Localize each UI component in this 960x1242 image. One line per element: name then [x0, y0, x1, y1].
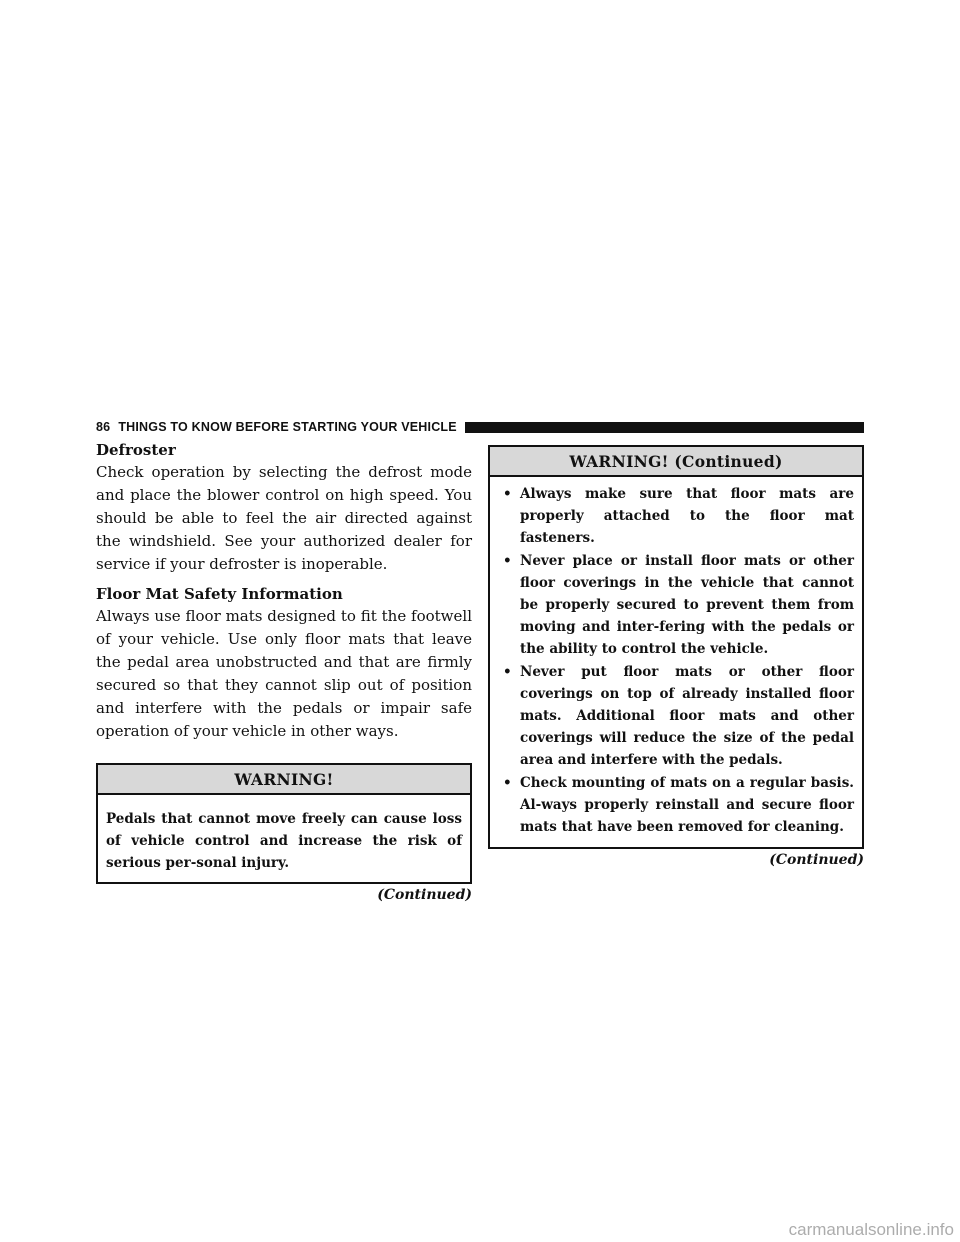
chapter-title: THINGS TO KNOW BEFORE STARTING YOUR VEHICLE [118, 420, 457, 434]
defroster-paragraph: Check operation by selecting the defrost mode and place the blower control on high speed. You should be able to feel the air directed against the windshield. See your authorized dealer for service if your defroster is inoperable. [96, 463, 472, 573]
warning-body: Pedals that cannot move freely can cause loss of vehicle control and increase the risk of serious per-sonal injury. [106, 811, 462, 871]
bullet-icon: • [503, 775, 512, 791]
warning-continued-title: WARNING! (Continued) [490, 447, 862, 477]
bullet-icon: • [503, 664, 512, 680]
warning-bullet-item [498, 661, 854, 771]
bullet-text: Never put floor mats or other floor coverings on top of already installed floor mats. Additional floor mats and other coverings will reduce the size of the pedal area and interfere with the pedals. [520, 664, 854, 768]
defroster-heading: Defroster [96, 441, 176, 459]
warning-bullet-item [498, 550, 854, 660]
floor-mat-paragraph: Always use floor mats designed to fit the footwell of your vehicle. Use only floor mats that leave the pedal area unobstructed and that are firmly secured so that they cannot slip out of position and interfere with the pedals or impair safe operation of your vehicle in other ways. [96, 607, 472, 740]
warning-bullet-list [490, 477, 862, 847]
warning-bullet-item [498, 772, 854, 838]
watermark: carmanualsonline.info [788, 1220, 954, 1239]
left-column [96, 440, 472, 903]
page-header [96, 418, 864, 436]
warning-bullet-item [498, 483, 854, 549]
continued-label-left: (Continued) [377, 887, 472, 903]
warning-box-pedals [96, 763, 472, 884]
header-rule [465, 422, 864, 433]
warning-box-continued [488, 445, 864, 849]
bullet-icon: • [503, 553, 512, 569]
bullet-icon: • [503, 486, 512, 502]
continued-label-right: (Continued) [769, 852, 864, 868]
bullet-text: Always make sure that floor mats are properly attached to the floor mat fasteners. [520, 486, 854, 546]
warning-title: WARNING! [98, 765, 470, 795]
bullet-text: Check mounting of mats on a regular basis. Al-ways properly reinstall and secure floor mats that have been removed for cleaning. [520, 775, 854, 835]
page-number: 86 [96, 420, 111, 434]
bullet-text: Never place or install floor mats or other floor coverings in the vehicle that cannot be properly secured to prevent them from moving and inter-fering with the pedals or the ability to control the vehicle. [520, 553, 854, 657]
floor-mat-heading: Floor Mat Safety Information [96, 585, 343, 603]
right-column [488, 445, 864, 868]
